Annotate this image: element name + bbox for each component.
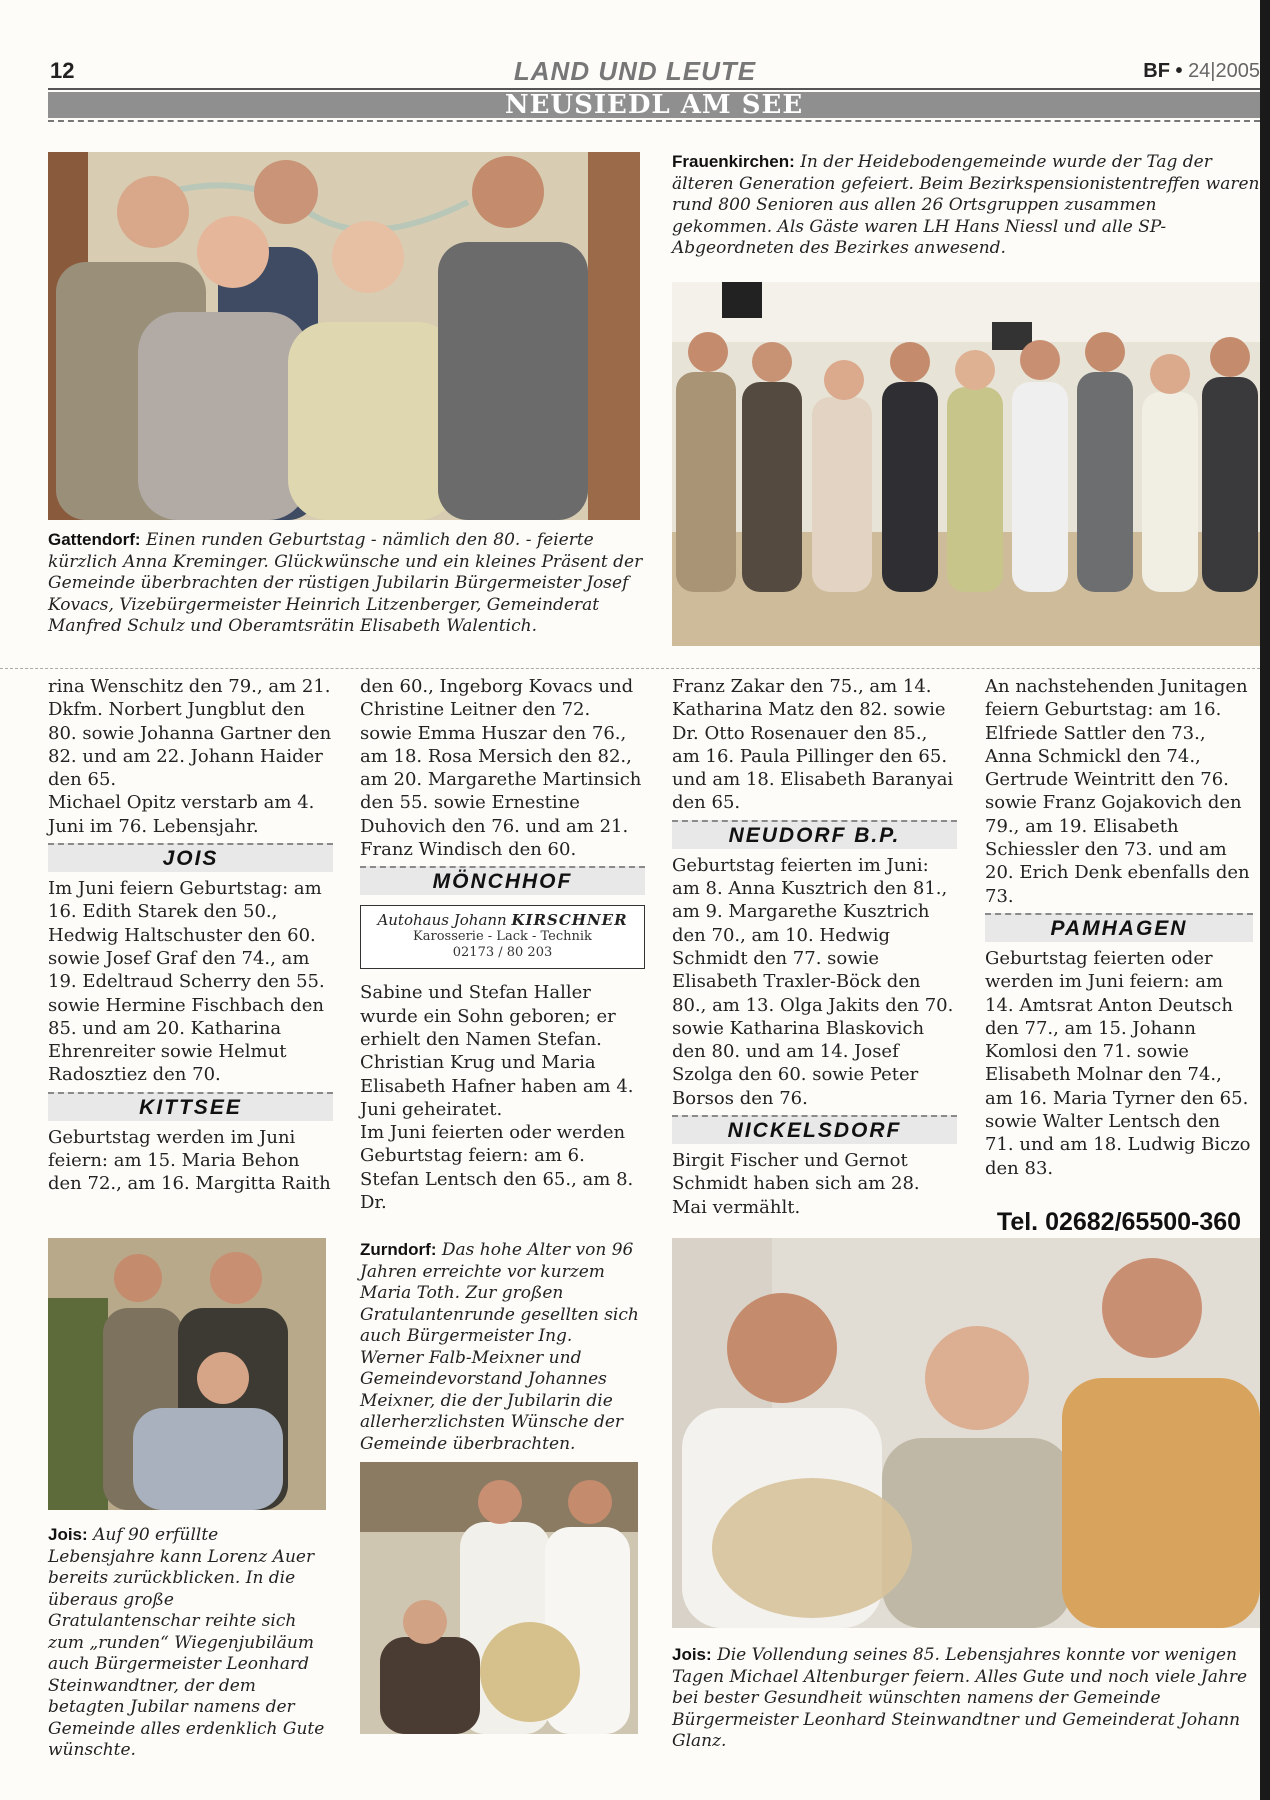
column-1 (48, 675, 333, 1196)
magazine-issue (1143, 60, 1260, 83)
scan-edge (1260, 0, 1270, 1800)
jois-altenburger-photo (672, 1238, 1260, 1628)
col2-paragraph: Sabine und Stefan Haller wurde ein Sohn geboren; er erhielt den Namen Stefan. (360, 982, 616, 1050)
section-divider (0, 668, 1260, 669)
band-divider (48, 120, 1260, 122)
header-bullet: • (1175, 60, 1183, 82)
frauenkirchen-caption (672, 152, 1260, 260)
gattendorf-caption (48, 530, 643, 638)
col1-paragraph: Im Juni feiern Geburtstag: am 16. Edith Starek den 50., Hedwig Haltschuster den 60. sowie Josef Graf den 74., am 19. Edeltraud Scherry den 55. sowie Hermine Fischbach den 85. und am 20. Katharina Ehrenreiter sowie Helmut Radosztiez den 70. (48, 878, 325, 1086)
jois-altenburger-caption (672, 1645, 1260, 1753)
col2-paragraph: den 60., Ingeborg Kovacs und Christine Leitner den 72. sowie Emma Huszar den 76., am 18. Rosa Mersich den 82., am 20. Margarethe Martinsich den 55. sowie Ernestine Duhovich den 76. und am 21. Franz Windisch den 60. (360, 676, 642, 861)
town-heading-pamhagen: PAMHAGEN (985, 913, 1253, 942)
column-4 (985, 675, 1253, 1237)
caption-text: Auf 90 erfüllte Lebensjahre kann Lorenz Auer bereits zurückblicken. In die überaus große Gratulantenschar reihte sich zum „runden“ Wiegenjubiläum auch Bürgermeister Leonhard Steinwandtner, der dem betagten Jubilar namens der Gemeinde alles erdenklich Gute wünschte. (48, 1525, 325, 1760)
page-number: 12 (50, 58, 75, 83)
caption-place: Jois: (48, 1525, 88, 1544)
town-heading-jois: JOIS (48, 843, 333, 872)
zurndorf-photo (360, 1462, 638, 1734)
ad-company-name: KIRSCHNER (511, 911, 628, 930)
town-heading-neudorf: NEUDORF B.P. (672, 820, 957, 849)
col1-paragraph: Geburtstag werden im Juni feiern: am 15. Maria Behon den 72., am 16. Margitta Raith (48, 1126, 331, 1195)
caption-place: Jois: (672, 1645, 712, 1664)
jois-auer-photo (48, 1238, 326, 1510)
ad-title (361, 911, 644, 929)
ad-prefix: Autohaus (377, 911, 449, 930)
caption-text: Einen runden Geburtstag - nämlich den 80. - feierte kürzlich Anna Kreminger. Glückwünsche und ein kleines Präsent der Gemeinde überbrachten der rüstigen Jubilarin Bürgermeister Josef Kovacs, Vizebürgermeister Heinrich Litzenberger, Gemeinderat Manfred Schulz und Oberamtsrätin Elisabeth Walentich. (48, 530, 643, 636)
town-heading-nickelsdorf: NICKELSDORF (672, 1115, 957, 1144)
issue-date: 24|2005 (1188, 60, 1260, 82)
col4-paragraph: An nachstehenden Junitagen feiern Geburtstag: am 16. Elfriede Sattler den 73., Anna Schmickl den 74., Gertrude Weintritt den 76. sowie Franz Gojakovich den 79., am 19. Elisabeth Schiessler den 73. und am 20. Erich Denk ebenfalls den 73. (985, 676, 1250, 907)
frauenkirchen-photo (672, 282, 1260, 646)
town-heading-kittsee: KITTSEE (48, 1092, 333, 1121)
caption-text: In der Heidebodengemeinde wurde der Tag der älteren Generation gefeiert. Beim Bezirkspensionistentreffen waren rund 800 Senioren aus allen 26 Ortsgruppen zusammen gekommen. Als Gäste waren LH Hans Niessl und alle SP-Abgeordneten des Bezirkes anwesend. (672, 152, 1260, 258)
ad-services: Karosserie - Lack - Technik (413, 929, 592, 945)
magazine-name: BF (1143, 60, 1170, 82)
caption-text: Die Vollendung seines 85. Lebensjahres konnte vor wenigen Tagen Michael Altenburger feiern. Alles Gute und noch viele Jahre bei bester Gesundheit wünschten namens der Gemeinde Bürgermeister Leonhard Steinwandtner und Gemeinderat Johann Glanz. (672, 1645, 1248, 1751)
gattendorf-photo (48, 152, 640, 520)
caption-place: Frauenkirchen: (672, 152, 795, 171)
zurndorf-caption (360, 1240, 640, 1455)
jois-auer-caption (48, 1525, 330, 1762)
col3-paragraph: Geburtstag feierten im Juni: am 8. Anna Kusztrich den 81., am 9. Margarethe Kusztrich den 70., am 10. Hedwig Schmidt den 77. sowie Elisabeth Traxler-Böck den 80., am 13. Olga Jakits den 70. sowie Katharina Blaskovich den 80. und am 14. Josef Szolga den 60. sowie Peter Borsos den 76. (672, 854, 954, 1109)
column-3 (672, 675, 957, 1219)
col3-paragraph: Franz Zakar den 75., am 14. Katharina Matz den 82. sowie Dr. Otto Rosenauer den 85., am 16. Paula Pillinger den 65. und am 18. Elisabeth Baranyai den 65. (672, 676, 954, 814)
column-2 (360, 675, 645, 1214)
col3-paragraph: Birgit Fischer und Gernot Schmidt haben sich am 28. Mai vermählt. (672, 1150, 920, 1218)
ad-phone: 02173 / 80 203 (452, 945, 553, 961)
caption-text: Das hohe Alter von 96 Jahren erreichte vor kurzem Maria Toth. Zur großen Gratulantenrunde gesellten sich auch Bürgermeister Ing. Werner Falb-Meixner und Gemeindevorstand Johannes Meixner, die der Jubilarin die allerherzlichsten Wünsche der Gemeinde überbrachten. (360, 1240, 639, 1454)
col1-paragraph: Michael Opitz verstarb am 4. Juni im 76. Lebensjahr. (48, 792, 315, 837)
autohaus-ad (360, 905, 645, 969)
ad-first-name: Johann (453, 911, 507, 930)
region-band: NEUSIEDL AM SEE (48, 92, 1260, 118)
col2-paragraph: Im Juni feierten oder werden Geburtstag feiern: am 6. Stefan Lentsch den 65., am 8. Dr. (360, 1122, 634, 1214)
col4-paragraph: Geburtstag feierten oder werden im Juni feiern: am 14. Amtsrat Anton Deutsch den 77., am 15. Johann Komlosi den 71. sowie Elisabeth Molnar den 74., am 16. Maria Tyrner den 65. sowie Walter Lentsch den 71. und am 18. Ludwig Biczo den 83. (985, 947, 1251, 1179)
town-heading-moenchhof: MÖNCHHOF (360, 866, 645, 895)
caption-place: Gattendorf: (48, 530, 141, 549)
section-title: LAND UND LEUTE (513, 56, 757, 86)
col2-paragraph: Christian Krug und Maria Elisabeth Hafner haben am 4. Juni geheiratet. (360, 1052, 634, 1120)
telephone-number: Tel. 02682/65500-360 (996, 1207, 1242, 1236)
caption-place: Zurndorf: (360, 1240, 437, 1259)
col1-paragraph: rina Wenschitz den 79., am 21. Dkfm. Norbert Jungblut den 80. sowie Johanna Gartner den 82. und am 22. Johann Haider den 65. (48, 676, 332, 791)
